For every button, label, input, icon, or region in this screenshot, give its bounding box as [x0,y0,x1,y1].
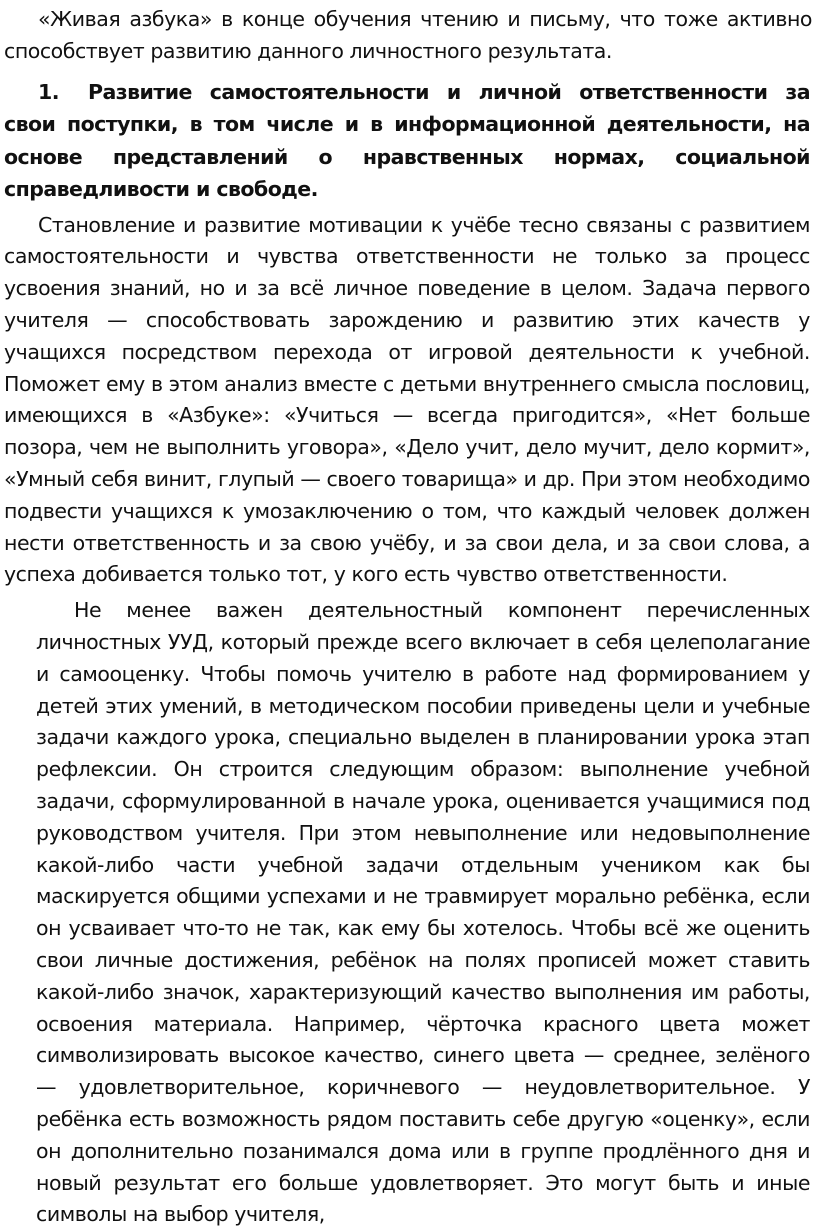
section-heading-text: Развитие самостоятельности и личной ответственности за свои поступки, в том числе и в информационной деятельности, на основе представлений о нравственных нормах, социальной справедливости и свободе. [4,79,810,202]
intro-paragraph: «Живая азбука» в конце обучения чтению и письму, что тоже активно способствует развитию данного личностного результата. [4,7,812,63]
body-paragraph-2: Не менее важен деятельностный компонент перечисленных личностных УУД, который прежде всего включает в себя целеполагание и самооценку. Чтобы помочь учителю в работе над формированием у детей этих умений, в методическом пособии приведены цели и учебные задачи каждого урока, специально выделен в планировании урока этап рефлексии. Он строится следующим образом: выполнение учебной задачи, сформулированной в начале урока, оценивается учащимися под руководством учителя. При этом невыполнение или недовыполнение какой-либо части учебной задачи отдельным учеником как бы маскируется общими успехами и не травмирует морально ребёнка, если он усваивает что-то не так, как ему бы хотелось. Чтобы всё же оценить свои личные достижения, ребёнок на полях прописей может ставить какой-либо значок, характеризующий качество выполнения им работы, освоения материала. Например, чёрточка красного цвета может символизировать высокое качество, синего цвета — среднее, зелёного — удовлетворительное, коричневого — неудовлетворительное. У ребёнка есть возможность рядом поставить себе другую «оценку», если он дополнительно позанимался дома или в группе продлённого дня и новый результат его больше удовлетворяет. Это могут быть и иные символы на выбор учителя, [36,598,810,1227]
section-heading [0,68,816,206]
body-paragraph-1: Становление и развитие мотивации к учёбе тесно связаны с развитием самостоятельности и чувства ответственности не только за процесс усвоения знаний, но и за всё личное поведение в целом. Задача первого учителя — способствовать зарождению и развитию этих качеств у учащихся посредством перехода от игровой деятельности к учебной. Поможет ему в этом анализ вместе с детьми внутреннего смысла пословиц, имеющихся в «Азбуке»: «Учиться — всегда пригодится», «Нет больше позора, чем не выполнить уговора», «Дело учит, дело мучит, дело кормит», «Умный себя винит, глупый — своего товарища» и др. При этом необходимо подвести учащихся к умозаключению о том, что каждый человек должен нести ответственность и за свою учёбу, и за свои дела, и за свои слова, а успеха добивается только тот, у кого есть чувство ответственности. [4,212,810,587]
section-heading-number: 1. [38,79,59,104]
